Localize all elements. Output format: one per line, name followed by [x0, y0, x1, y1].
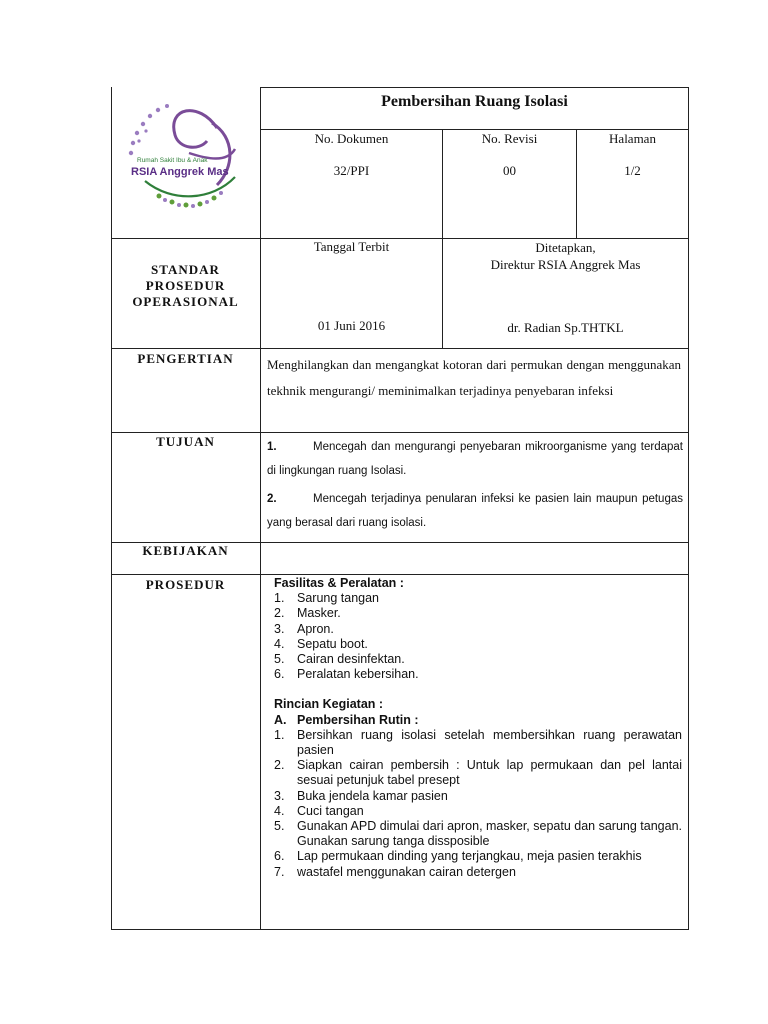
rincian-heading: Rincian Kegiatan : [274, 697, 384, 712]
list-item: 5. Gunakan APD dimulai dari apron, masker, sepatu dan sarung tangan. Gunakan sarung tanga dissposible [274, 819, 682, 849]
row-divider [111, 574, 689, 575]
ditetapkan-line: Ditetapkan, [535, 240, 596, 255]
list-item: 4. Sepatu boot. [274, 636, 368, 651]
list-item: 7. wastafel menggunakan cairan detergen [274, 864, 516, 879]
row-divider [111, 348, 689, 349]
sop-label-line: PROSEDUR [145, 278, 226, 293]
tujuan-label: TUJUAN [156, 434, 215, 449]
table-border-left [111, 87, 112, 930]
prosedur-content [274, 576, 682, 880]
tujuan-item [267, 487, 683, 535]
sop-label-line: STANDAR [151, 262, 220, 277]
list-item: 1. Bersihkan ruang isolasi setelah membersihkan ruang perawatan pasien [274, 727, 682, 758]
no-revisi-value: 00 [503, 163, 516, 178]
halaman-value: 1/2 [624, 163, 641, 178]
hospital-logo [117, 93, 257, 233]
orchid-logo-icon [117, 93, 257, 223]
ditetapkan-label [443, 239, 688, 273]
sub-heading-a: A. Pembersihan Rutin : [274, 712, 419, 727]
list-item: 3. Apron. [274, 621, 334, 636]
tanggal-terbit-value: 01 Juni 2016 [317, 318, 386, 333]
document-title: Pembersihan Ruang Isolasi [381, 93, 568, 110]
fasilitas-heading: Fasilitas & Peralatan : [274, 576, 404, 590]
table-border-bottom [111, 929, 689, 930]
pengertian-label: PENGERTIAN [137, 351, 234, 366]
list-item: 2. Masker. [274, 606, 341, 621]
pengertian-text: Menghilangkan dan mengangkat kotoran dari permukan dengan menggunakan tekhnik mengurangi/ meminimalkan terjadinya penyebaran infeksi [267, 357, 681, 398]
column-divider [260, 87, 261, 930]
list-item: 6. Lap permukaan dinding yang terjangkau, meja pasien terakhis [274, 849, 642, 864]
steps-list [274, 728, 682, 880]
list-item: 2. Siapkan cairan pembersih : Untuk lap permukaan dan pel lantai sesuai petunjuk tabel presept [274, 758, 682, 788]
table-border-right [688, 87, 689, 930]
tanggal-terbit-label: Tanggal Terbit [313, 239, 390, 254]
table-border-top [260, 87, 689, 88]
list-item: 5. Cairan desinfektan. [274, 652, 405, 667]
no-dokumen-label: No. Dokumen [314, 131, 389, 146]
kebijakan-label: KEBIJAKAN [142, 543, 229, 558]
signer-name: dr. Radian Sp.THTKL [507, 320, 624, 335]
tujuan-item-text: Mencegah dan mengurangi penyebaran mikroorganisme yang terdapat di lingkungan ruang Isolasi. [267, 441, 683, 477]
list-item: 3. Buka jendela kamar pasien [274, 788, 448, 803]
no-revisi-label: No. Revisi [481, 131, 538, 146]
no-dokumen-value: 32/PPI [333, 163, 370, 178]
tujuan-item-number: 2. [267, 493, 277, 505]
tujuan-list [267, 435, 683, 535]
svg-text:RSIA Anggrek Mas: RSIA Anggrek Mas [131, 166, 229, 178]
list-item: 1. Sarung tangan [274, 591, 380, 606]
svg-text:Rumah Sakit Ibu & Anak: Rumah Sakit Ibu & Anak [137, 157, 208, 164]
tujuan-item-text: Mencegah terjadinya penularan infeksi ke pasien lain maupun petugas yang berasal dari ruang isolasi. [267, 493, 683, 529]
list-item: 6. Peralatan kebersihan. [274, 667, 419, 682]
sop-document [111, 87, 689, 930]
row-divider [260, 129, 689, 130]
tujuan-item-number: 1. [267, 441, 277, 453]
prosedur-label: PROSEDUR [145, 577, 226, 592]
ditetapkan-line: Direktur RSIA Anggrek Mas [490, 257, 641, 272]
fasilitas-list [274, 591, 682, 682]
sop-label [111, 262, 260, 310]
row-divider [111, 432, 689, 433]
halaman-label: Halaman [609, 131, 656, 146]
sop-label-line: OPERASIONAL [132, 294, 239, 309]
list-item: 4. Cuci tangan [274, 803, 364, 818]
tujuan-item [267, 435, 683, 483]
